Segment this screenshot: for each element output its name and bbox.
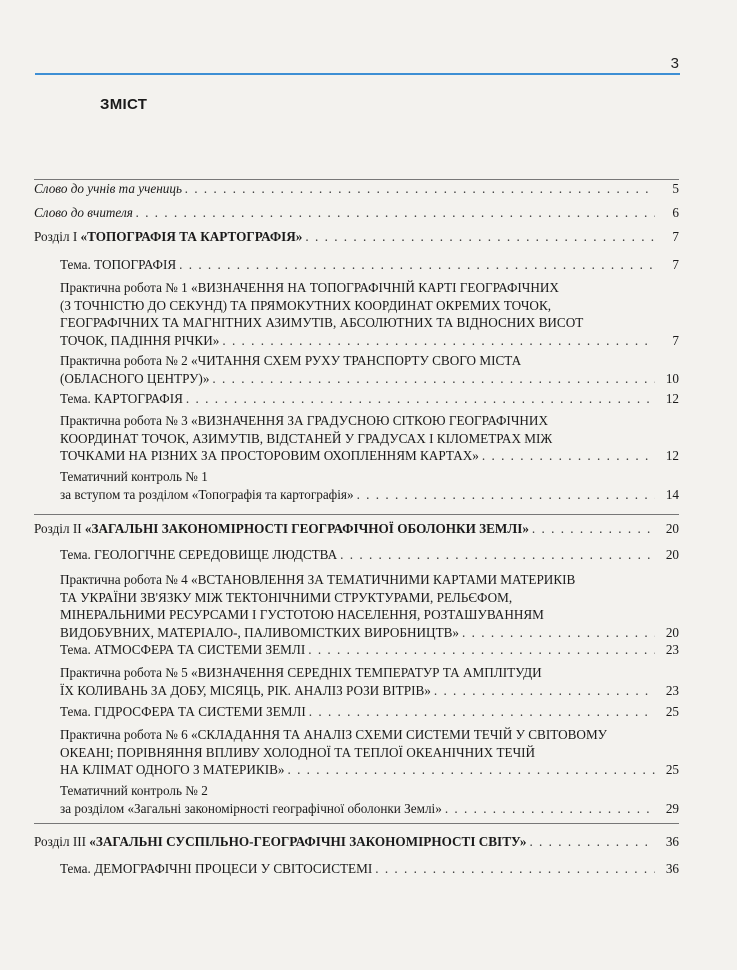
entry-title-line: Практична робота № 2 «ЧИТАННЯ СХЕМ РУХУ ТРАНСПОРТУ СВОГО МІСТА	[60, 353, 522, 368]
leader-dots	[357, 486, 655, 504]
leader-dots	[309, 703, 655, 721]
leader-dots	[305, 228, 655, 246]
toc-title: ЗМІСТ	[100, 96, 148, 113]
entry-title-line: ЇХ КОЛИВАНЬ ЗА ДОБУ, МІСЯЦЬ, РІК. АНАЛІЗ РОЗИ ВІТРІВ»	[60, 682, 431, 698]
leader-dots	[212, 370, 655, 388]
entry-title-line: ТА УКРАЇНИ ЗВ'ЯЗКУ МІЖ ТЕКТОНІЧНИМИ СТРУКТУРАМИ, РЕЛЬЄФОМ,	[60, 589, 513, 605]
entry-title: Слово до учнів та учениць	[34, 181, 182, 196]
header-rule	[35, 73, 680, 75]
entry-page: 23	[665, 682, 679, 698]
section-label: Розділ ІІ	[34, 521, 82, 536]
toc-divider	[34, 514, 679, 515]
entry-page: 20	[665, 624, 679, 640]
page-number: 3	[670, 55, 679, 72]
leader-dots	[532, 520, 655, 538]
entry-title: Тема. ГЕОЛОГІЧНЕ СЕРЕДОВИЩЕ ЛЮДСТВА	[60, 547, 338, 562]
entry-title-line: Практична робота № 6 «СКЛАДАННЯ ТА АНАЛІЗ СХЕМИ СИСТЕМИ ТЕЧІЙ У СВІТОВОМУ	[60, 727, 608, 742]
entry-page: 14	[665, 486, 679, 502]
entry-title: Слово до вчителя	[34, 205, 133, 220]
entry-page: 7	[672, 332, 679, 348]
toc-divider	[34, 823, 679, 824]
leader-dots	[186, 390, 655, 408]
entry-page: 7	[672, 257, 679, 272]
entry-title: Тема. ГІДРОСФЕРА ТА СИСТЕМИ ЗЕМЛІ	[60, 704, 306, 719]
entry-page: 20	[665, 521, 679, 536]
entry-page: 29	[665, 800, 679, 816]
entry-title-line: НА КЛІМАТ ОДНОГО З МАТЕРИКІВ»	[60, 762, 285, 778]
entry-page: 7	[672, 229, 679, 244]
entry-page: 10	[665, 370, 679, 386]
entry-title-line: Тематичний контроль № 1	[60, 469, 208, 484]
entry-title-line: ТОЧОК, ПАДІННЯ РІЧКИ»	[60, 332, 220, 348]
entry-page: 36	[665, 861, 679, 876]
entry-title-line: МІНЕРАЛЬНИМИ РЕСУРСАМИ І ГУСТОТОЮ НАСЕЛЕННЯ, РОЗТАШУВАННЯМ	[60, 607, 544, 623]
entry-title-line: ВИДОБУВНИХ, МАТЕРІАЛО-, ПАЛИВОМІСТКИХ ВИРОБНИЦТВ»	[60, 624, 460, 640]
entry-title: «ЗАГАЛЬНІ СУСПІЛЬНО-ГЕОГРАФІЧНІ ЗАКОНОМІРНОСТІ СВІТУ»	[89, 834, 527, 849]
entry-title-line: Практична робота № 1 «ВИЗНАЧЕННЯ НА ТОПОГРАФІЧНІЙ КАРТІ ГЕОГРАФІЧНИХ	[60, 280, 559, 295]
entry-title-line: ОКЕАНІ; ПОРІВНЯННЯ ВПЛИВУ ХОЛОДНОЇ ТА ТЕПЛОЇ ОКЕАНІЧНИХ ТЕЧІЙ	[60, 744, 536, 760]
leader-dots	[308, 641, 655, 659]
leader-dots	[179, 256, 655, 274]
entry-title: Тема. КАРТОГРАФІЯ	[60, 391, 183, 406]
entry-title-line: (З ТОЧНІСТЮ ДО СЕКУНД) ТА ПРЯМОКУТНИХ КООРДИНАТ ОКРЕМИХ ТОЧОК,	[60, 297, 552, 313]
entry-page: 23	[665, 642, 679, 657]
entry-title-line: за розділом «Загальні закономірності географічної оболонки Землі»	[60, 800, 442, 816]
entry-page: 36	[665, 834, 679, 849]
leader-dots	[375, 860, 655, 878]
entry-title: Тема. ДЕМОГРАФІЧНІ ПРОЦЕСИ У СВІТОСИСТЕМІ	[60, 861, 373, 876]
entry-title-line: ТОЧКАМИ НА РІЗНИХ ЗА ПРОСТОРОВИМ ОХОПЛЕННЯМ КАРТАХ»	[60, 448, 479, 464]
entry-title: Тема. ТОПОГРАФІЯ	[60, 257, 177, 272]
leader-dots	[222, 332, 655, 350]
entry-title-line: Практична робота № 4 «ВСТАНОВЛЕННЯ ЗА ТЕМАТИЧНИМИ КАРТАМИ МАТЕРИКІВ	[60, 572, 576, 587]
entry-title-line: за вступом та розділом «Топографія та картографія»	[60, 486, 354, 502]
leader-dots	[529, 833, 655, 851]
leader-dots	[340, 546, 655, 564]
entry-page: 12	[665, 448, 679, 464]
leader-dots	[287, 761, 655, 779]
entry-page: 12	[665, 391, 679, 406]
entry-title-line: КООРДИНАТ ТОЧОК, АЗИМУТІВ, ВІДСТАНЕЙ У ГРАДУСАХ І КІЛОМЕТРАХ МІЖ	[60, 430, 553, 446]
entry-page: 25	[665, 762, 679, 778]
entry-title: «ЗАГАЛЬНІ ЗАКОНОМІРНОСТІ ГЕОГРАФІЧНОЇ ОБОЛОНКИ ЗЕМЛІ»	[84, 521, 529, 536]
entry-page: 5	[672, 181, 679, 196]
entry-title: Тема. АТМОСФЕРА ТА СИСТЕМИ ЗЕМЛІ	[60, 642, 306, 657]
entry-title-line: ГЕОГРАФІЧНИХ ТА МАГНІТНИХ АЗИМУТІВ, АБСОЛЮТНИХ ТА ВІДНОСНИХ ВИСОТ	[60, 315, 584, 331]
entry-title-line: Тематичний контроль № 2	[60, 783, 208, 798]
entry-page: 25	[665, 704, 679, 719]
leader-dots	[136, 204, 655, 222]
entry-title-line: (ОБЛАСНОГО ЦЕНТРУ)»	[60, 370, 210, 386]
leader-dots	[445, 800, 655, 818]
leader-dots	[482, 447, 655, 465]
leader-dots	[462, 624, 655, 642]
entry-page: 6	[672, 205, 679, 220]
leader-dots	[434, 682, 655, 700]
section-label: Розділ І	[34, 229, 78, 244]
section-label: Розділ ІІІ	[34, 834, 86, 849]
entry-title: «ТОПОГРАФІЯ ТА КАРТОГРАФІЯ»	[80, 229, 303, 244]
leader-dots	[185, 180, 655, 198]
entry-title-line: Практична робота № 3 «ВИЗНАЧЕННЯ ЗА ГРАДУСНОЮ СІТКОЮ ГЕОГРАФІЧНИХ	[60, 413, 548, 428]
entry-page: 20	[665, 547, 679, 562]
entry-title-line: Практична робота № 5 «ВИЗНАЧЕННЯ СЕРЕДНІХ ТЕМПЕРАТУР ТА АМПЛІТУДИ	[60, 665, 542, 680]
